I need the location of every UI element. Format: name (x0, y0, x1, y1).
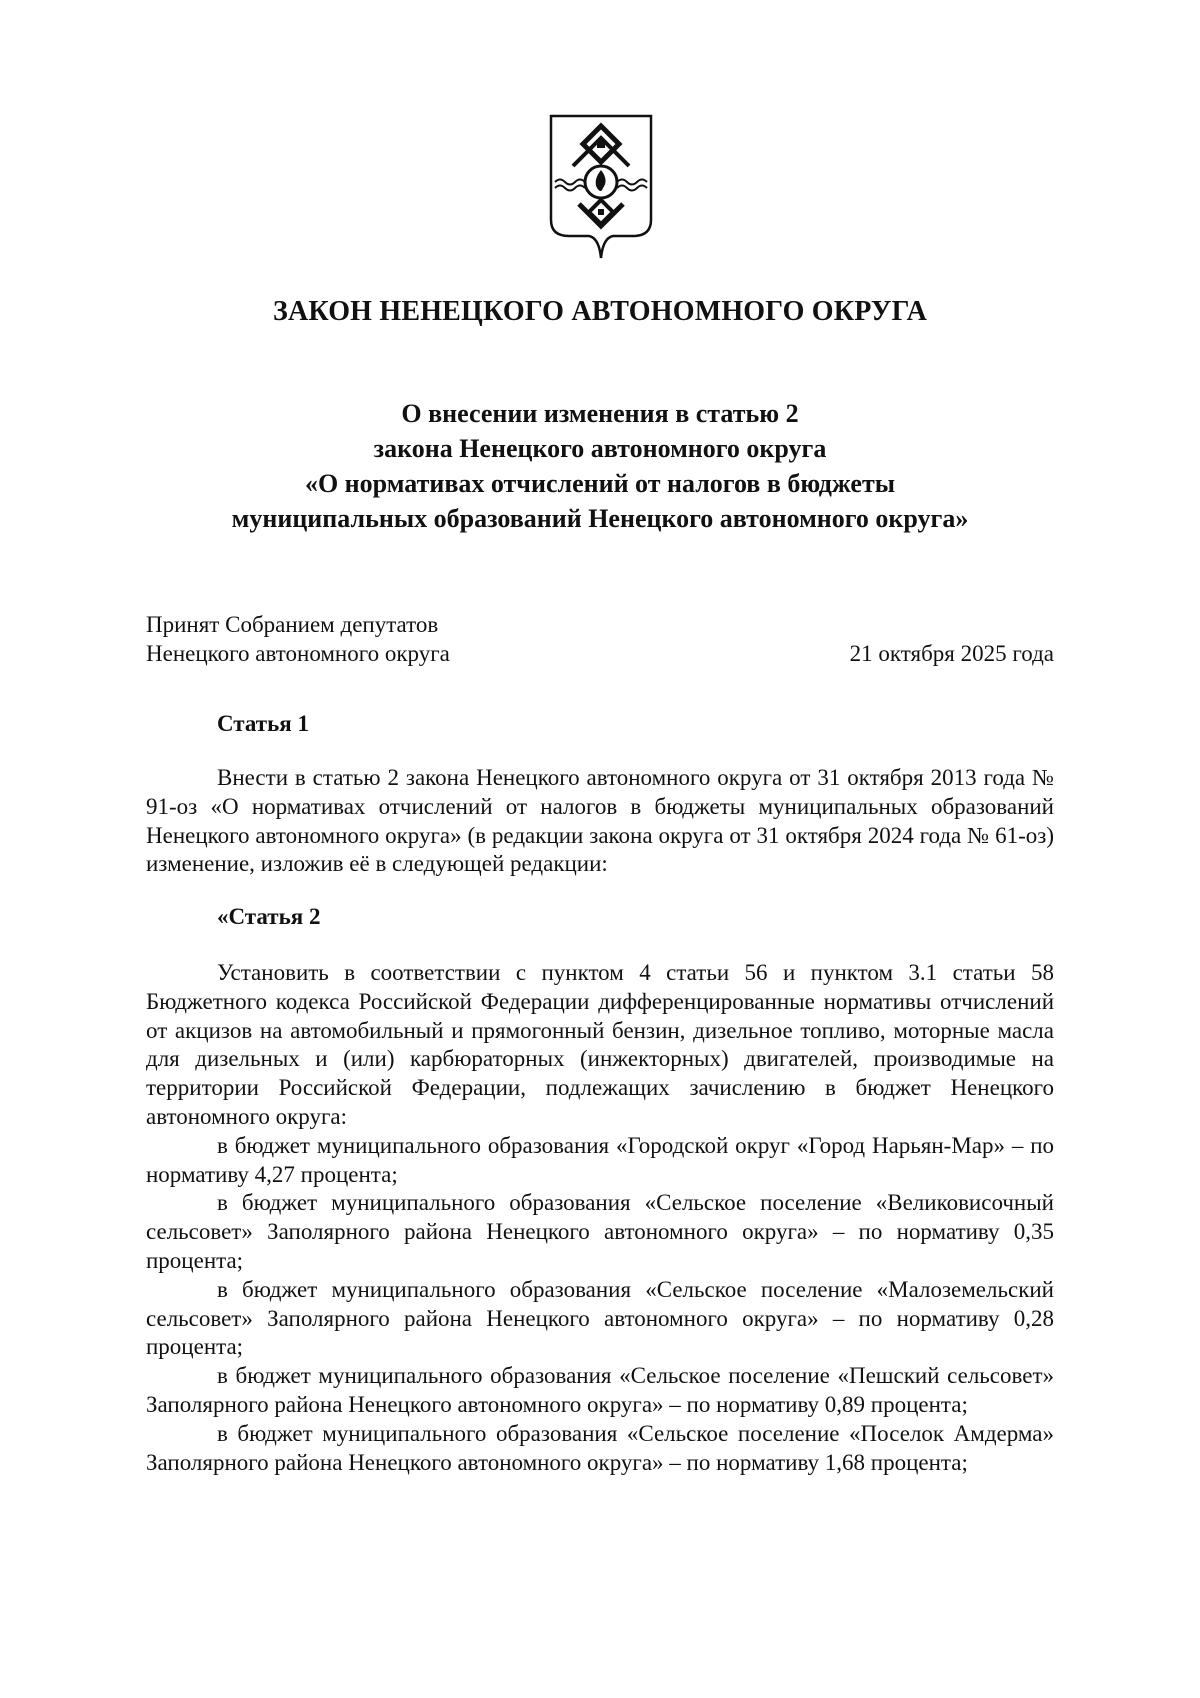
adoption-block (146, 610, 450, 668)
paragraph: в бюджет муниципального образования «Городской округ «Город Нарьян-Мар» – по нормативу 4,27 процента; (146, 1132, 1054, 1187)
subject-line: закона Ненецкого автономного округа (373, 434, 827, 463)
paragraph: в бюджет муниципального образования «Сельское поселение «Малоземельский сельсовет» Заполярного района Ненецкого автономного округа» – по нормативу 0,28 процента; (146, 1276, 1054, 1360)
article-1-heading: Статья 1 (217, 711, 309, 736)
paragraph: в бюджет муниципального образования «Сельское поселение «Пешский сельсовет» Заполярного района Ненецкого автономного округа» – по нормативу 0,89 процента; (146, 1363, 1054, 1417)
subject-line: муниципальных образований Ненецкого автономного округа» (231, 504, 969, 533)
article-1-body (146, 764, 1054, 879)
adoption-line-1: Принят Собранием депутатов (146, 612, 439, 637)
subject-line: «О нормативах отчислений от налогов в бюджеты (304, 469, 896, 498)
paragraph: в бюджет муниципального образования «Сельское поселение «Великовисочный сельсовет» Заполярного района Ненецкого автономного округа» – по нормативу 0,35 процента; (146, 1190, 1054, 1273)
paragraph: Внести в статью 2 закона Ненецкого автономного округа от 31 октября 2013 года № 91-оз «О нормативах отчислений от налогов в бюджеты муниципальных образований Ненецкого автономного округа» (в редакции закона округа от 31 октября 2024 года № 61-оз) изменение, изложив её в следующей редакции: (146, 765, 1054, 877)
law-subject (150, 396, 1050, 536)
adoption-line-2: Ненецкого автономного округа (146, 641, 450, 666)
subject-line: О внесении изменения в статью 2 (401, 399, 799, 428)
coat-of-arms-icon (547, 112, 655, 262)
article-2-body (146, 959, 1054, 1477)
adoption-date: 21 октября 2025 года (849, 641, 1054, 666)
paragraph: Установить в соответствии с пунктом 4 статьи 56 и пунктом 3.1 статьи 58 Бюджетного кодекса Российской Федерации дифференцированные нормативы отчислений от акцизов на автомобильный и прямогонный бензин, дизельное топливо, моторные масла для дизельных и (или) карбюраторных (инжекторных) двигателей, производимые на территории Российской Федерации, подлежащих зачислению в бюджет Ненецкого автономного округа: (146, 960, 1054, 1129)
law-title: ЗАКОН НЕНЕЦКОГО АВТОНОМНОГО ОКРУГА (272, 296, 927, 327)
article-2-heading: «Статья 2 (217, 904, 321, 929)
paragraph: в бюджет муниципального образования «Сельское поселение «Поселок Амдерма» Заполярного района Ненецкого автономного округа» – по нормативу 1,68 процента; (146, 1420, 1054, 1475)
